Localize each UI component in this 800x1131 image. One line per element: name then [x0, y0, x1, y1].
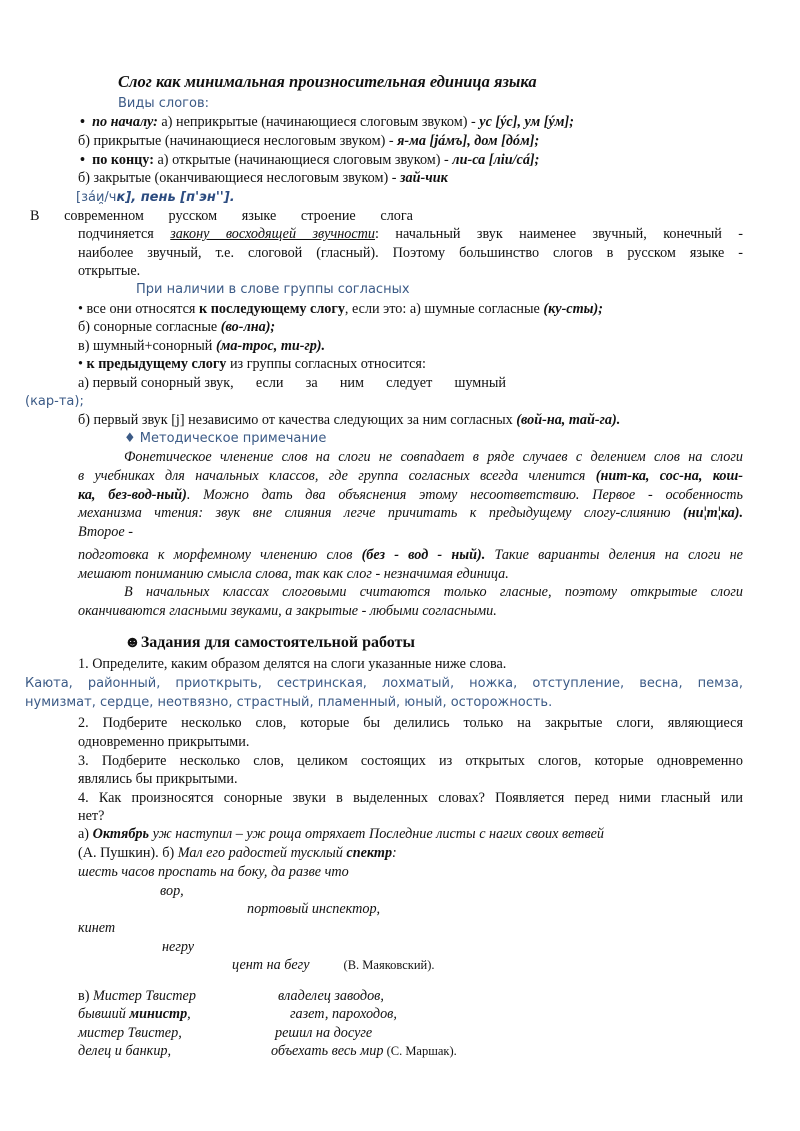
quote-text: ,: [187, 1006, 191, 1022]
consonants-line-3: [78, 337, 325, 355]
word: если: [255, 375, 284, 391]
consonants-heading: При наличии в слове группы согласных: [136, 282, 410, 297]
word: языке: [241, 208, 277, 224]
quote-text: бывший: [78, 1006, 130, 1022]
note-line-9: оканчиваются гласными звуками, а закрытые - любыми согласными.: [78, 603, 497, 619]
text: из группы согласных относится:: [226, 356, 426, 372]
quote-b-line-1: шесть часов проспать на боку, да разве что: [78, 864, 349, 880]
types-example: ус [ýс], ум [ýм];: [479, 114, 574, 130]
word: следует: [386, 375, 433, 391]
text: • все они относятся: [78, 301, 199, 317]
text: , если это: а) шумные согласные: [344, 301, 544, 317]
example: (нит-ка, сос-на, кош-: [595, 468, 743, 484]
transcription: [зáи̯/ч: [76, 190, 117, 205]
word: слога: [380, 208, 413, 224]
quote-c-line-2-left: [78, 1005, 191, 1023]
consonants-line-7: [78, 411, 620, 429]
consonants-line-6: (кар-та);: [25, 394, 84, 409]
quote-b-line-6: [232, 956, 435, 974]
types-line-5: [76, 188, 235, 207]
quote-b-line-2: вор,: [160, 883, 184, 899]
example: (ни¦т¦ка).: [683, 505, 743, 521]
note-line-6: [78, 546, 743, 564]
consonants-line-5: [78, 374, 506, 392]
law-line-1: [30, 207, 413, 225]
law-line-3: наиболее звучный, т.е. слоговой (гласный). Поэтому большинство слогов в русском языке -: [78, 245, 743, 261]
quote-c-line-4-left: делец и банкир,: [78, 1043, 172, 1059]
law-text: подчиняется: [78, 226, 171, 242]
task-2-line-1: 2. Подберите несколько слов, которые бы делились только на закрытые слоги, являющиеся: [78, 715, 743, 731]
types-line-4: [78, 169, 448, 187]
quote-a-line-1: [78, 825, 604, 843]
types-heading: Виды слогов:: [118, 96, 209, 111]
task-1-words-1: Каюта, районный, приоткрыть, сестринская, лохматый, ножка, отступление, весна, пемза,: [25, 676, 743, 691]
quote-c-line-3-right: решил на досуге: [275, 1025, 373, 1041]
word: шумный: [454, 375, 506, 391]
example: (вой-на, тай-га).: [516, 412, 621, 428]
types-example: я-ма [jáмъ], дом [дóм];: [397, 133, 540, 149]
example: (без - вод - ный).: [361, 547, 486, 563]
quote-c-line-2-right: газет, пароходов,: [290, 1006, 397, 1022]
text: механизма чтения: звук вне слияния легче причитать к предыдущему слогу-слиянию: [78, 505, 684, 521]
quote-text: Мал его радостей тусклый: [177, 845, 347, 861]
text: б) первый звук [j] независимо от качества следующих за ним согласных: [78, 412, 517, 428]
author: (В. Маяковский).: [343, 958, 435, 972]
task-2-line-2: одновременно прикрытыми.: [78, 734, 250, 750]
text: . Можно дать два объяснения этому несоответствию. Первое - особенность: [186, 487, 743, 503]
quote-c-line-3-left: мистер Твистер,: [78, 1025, 182, 1041]
bullet: •: [80, 152, 85, 168]
note-line-3: [78, 486, 743, 504]
word: строение: [300, 208, 356, 224]
task-1: 1. Определите, каким образом делятся на слоги указанные ниже слова.: [78, 656, 507, 672]
text: •: [78, 356, 87, 372]
quote-c-line-1-left: [78, 987, 196, 1005]
author: (С. Маршак).: [383, 1044, 457, 1058]
law-line-2: [78, 225, 743, 243]
note-heading: ♦ Методическое примечание: [124, 431, 327, 446]
text: в учебниках для начальных классов, где группа согласных всегда членится: [78, 468, 596, 484]
word: за: [305, 375, 318, 391]
emphasis: к предыдущему слогу: [86, 356, 227, 372]
word: ним: [339, 375, 364, 391]
highlighted-word: спектр: [346, 845, 393, 861]
types-line-1: [80, 113, 574, 131]
quote-b-line-3: портовый инспектор,: [247, 901, 381, 917]
task-3-line-1: 3. Подберите несколько слов, целиком состоящих из открытых слогов, которые одновременно: [78, 753, 743, 769]
note-line-4: [78, 504, 743, 522]
word: современном: [64, 208, 144, 224]
task-4-line-2: нет?: [78, 808, 105, 824]
quote-text: объехать весь мир: [271, 1043, 384, 1059]
quote-text: уж наступил – уж роща отряхает Последние листы с нагих своих ветвей: [149, 826, 605, 842]
text: подготовка к морфемному членению слов: [78, 547, 362, 563]
quote-text: Мистер Твистер: [92, 988, 196, 1004]
types-text: б) прикрытые (начинающиеся неслоговым звуком) -: [78, 133, 398, 149]
note-line-5: Второе -: [78, 524, 133, 540]
bullet: •: [80, 114, 85, 130]
consonants-line-1: [78, 300, 603, 318]
law-name: закону восходящей звучности: [170, 226, 376, 242]
note-line-7: мешают пониманию смысла слова, так как слог - незначимая единица.: [78, 566, 509, 582]
quote-c-line-1-right: владелец заводов,: [278, 988, 384, 1004]
page-title: Слог как минимальная произносительная единица языка: [118, 72, 537, 91]
text: Такие варианты деления на слоги не: [485, 547, 743, 563]
law-text: : начальный звук наименее звучный, конечный -: [375, 226, 743, 242]
types-label-start: по началу:: [92, 114, 158, 130]
task-4-line-1: 4. Как произносятся сонорные звуки в выделенных словах? Появляется перед ними гласный или: [78, 790, 743, 806]
types-label-end: по концу:: [92, 152, 154, 168]
emphasis: к последующему слогу: [198, 301, 345, 317]
highlighted-word: Октябрь: [92, 826, 150, 842]
example: (ма-трос, ти-гр).: [215, 338, 326, 354]
text: в): [78, 988, 93, 1004]
text: в) шумный+сонорный: [78, 338, 216, 354]
author: (А. Пушкин). б): [78, 845, 178, 861]
word: а) первый сонорный звук,: [78, 375, 234, 391]
types-line-2: [78, 132, 539, 150]
consonants-line-2: [78, 318, 275, 336]
quote-a-line-2: [78, 844, 397, 862]
note-line-1: Фонетическое членение слов на слоги не совпадает в ряде случаев с делением слов на слоги: [124, 449, 743, 465]
quote-text: :: [392, 845, 397, 861]
text: а): [78, 826, 93, 842]
types-text: б) закрытые (оканчивающиеся неслоговым звуком) -: [78, 170, 401, 186]
types-example: зай-чик: [400, 170, 448, 186]
quote-c-line-4-right: [271, 1042, 457, 1060]
word: В: [30, 208, 40, 224]
quote-text: цент на бегу: [232, 957, 310, 973]
word: русском: [168, 208, 218, 224]
highlighted-word: министр: [129, 1006, 188, 1022]
transcription-example: к], пень [п'эн''].: [116, 190, 235, 205]
types-text: а) неприкрытые (начинающиеся слоговым звуком) -: [157, 114, 480, 130]
note-line-8: В начальных классах слоговыми считаются только гласные, поэтому открытые слоги: [124, 584, 743, 600]
types-line-3: [80, 151, 539, 169]
example: (во-лна);: [220, 319, 276, 335]
example: (ку-сты);: [543, 301, 603, 317]
note-line-2: [78, 467, 743, 485]
task-3-line-2: являлись бы прикрытыми.: [78, 771, 238, 787]
task-1-words-2: нумизмат, сердце, неотвязно, страстный, пламенный, юный, осторожность.: [25, 695, 553, 710]
text: б) сонорные согласные: [78, 319, 221, 335]
tasks-heading: ☻Задания для самостоятельной работы: [124, 634, 415, 651]
law-line-4: открытые.: [78, 263, 141, 279]
example: ка, без-вод-ный): [78, 487, 187, 503]
consonants-line-4: [78, 355, 426, 373]
types-example: ли-са [лiи/cá];: [452, 152, 540, 168]
quote-b-line-5: негру: [162, 939, 195, 955]
types-text: а) открытые (начинающиеся слоговым звуком) -: [153, 152, 453, 168]
quote-b-line-4: кинет: [78, 920, 116, 936]
